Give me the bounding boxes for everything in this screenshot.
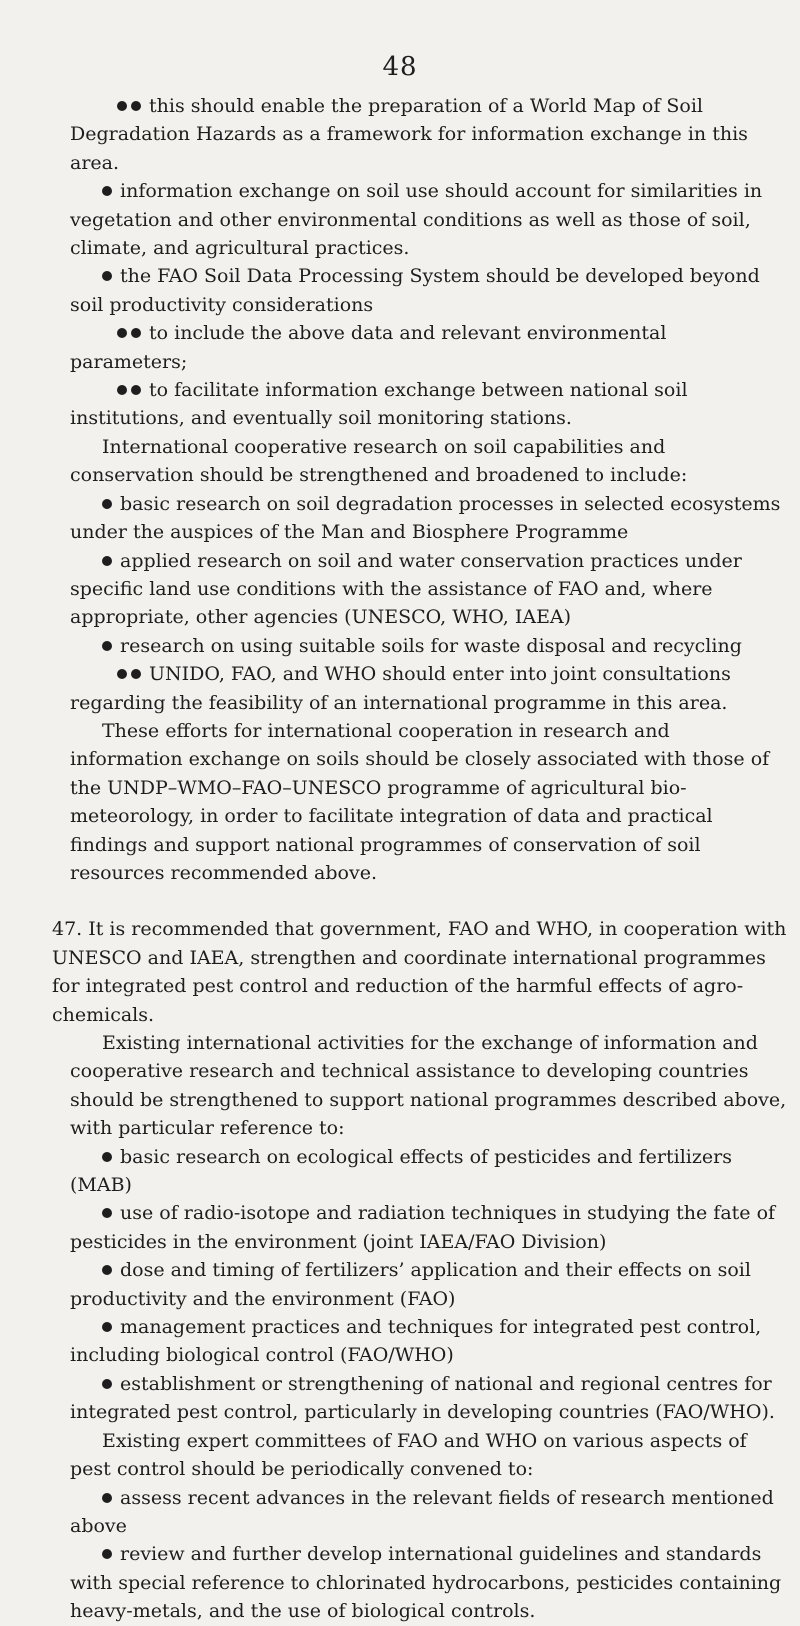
bullet-item	[70, 1199, 788, 1256]
paragraph	[52, 915, 788, 1029]
bullet-item	[70, 92, 788, 177]
bullet-icon	[131, 101, 141, 111]
section-gap	[70, 887, 788, 915]
paragraph	[70, 433, 788, 490]
bullet-item	[70, 1540, 788, 1625]
paragraph-text: information exchange on soil use should account for similarities in vegetation and other environmental conditions as well as those of soil, climate, and agricultural practices.	[70, 180, 763, 260]
bullet-item	[70, 376, 788, 433]
bullet-icon	[102, 271, 112, 281]
bullet-icon	[102, 1549, 112, 1559]
bullet-icon	[102, 1493, 112, 1503]
paragraph-text: UNIDO, FAO, and WHO should enter into joint consultations regarding the feasibility of an international programme in this area.	[70, 663, 731, 714]
paragraph-text: applied research on soil and water conservation practices under specific land use conditions with the assistance of FAO and, where appropriate, other agencies (UNESCO, WHO, IAEA)	[70, 549, 742, 629]
paragraph-text: research on using suitable soils for waste disposal and recycling	[120, 634, 742, 657]
paragraph-text: 47. It is recommended that government, FAO and WHO, in cooperation with UNESCO and IAEA, strengthen and coordinate international programmes for integrated pest control and reduction of the harmful effects of agro-chemicals.	[52, 918, 787, 1026]
paragraph-text: assess recent advances in the relevant fields of research mentioned above	[70, 1486, 774, 1537]
bullet-icon	[102, 186, 112, 196]
bullet-icon	[102, 499, 112, 509]
bullet-icon	[102, 1265, 112, 1275]
paragraph-text: the FAO Soil Data Processing System should be developed beyond soil productivity considerations	[70, 265, 760, 316]
bullet-item	[70, 660, 788, 717]
bullet-icon	[102, 1152, 112, 1162]
bullet-item	[70, 1484, 788, 1541]
bullet-item	[70, 1143, 788, 1200]
bullet-item	[70, 1256, 788, 1313]
page-number: 48	[382, 52, 418, 82]
bullet-icon	[102, 1322, 112, 1332]
paragraph-text: Existing expert committees of FAO and WHO on various aspects of pest control should be periodically convened to:	[70, 1429, 747, 1481]
paragraph-text: to facilitate information exchange between national soil institutions, and eventually soil monitoring stations.	[70, 379, 688, 430]
bullet-icon	[117, 669, 127, 679]
paragraph-text: management practices and techniques for integrated pest control, including biological control (FAO/WHO)	[70, 1316, 762, 1367]
paragraph	[70, 717, 788, 887]
body-text	[52, 92, 788, 1626]
paragraph-text: International cooperative research on soil capabilities and conservation should be strengthened and broadened to include:	[70, 435, 688, 487]
bullet-icon	[117, 101, 127, 111]
paragraph-text: basic research on soil degradation processes in selected ecosystems under the auspices of the Man and Biosphere Programme	[70, 492, 781, 544]
paragraph-text: basic research on ecological effects of pesticides and fertilizers (MAB)	[70, 1145, 732, 1197]
bullet-item	[70, 632, 788, 660]
bullet-icon	[117, 328, 127, 338]
bullet-item	[70, 547, 788, 632]
bullet-icon	[102, 641, 112, 651]
paragraph-text: use of radio-isotope and radiation techniques in studying the fate of pesticides in the environment (joint IAEA/FAO Division)	[70, 1202, 776, 1253]
bullet-item	[70, 319, 788, 376]
bullet-item	[70, 1313, 788, 1370]
paragraph-text: to include the above data and relevant environmental parameters;	[70, 322, 667, 373]
paragraph-text: dose and timing of fertilizers’ application and their effects on soil productivity and the environment (FAO)	[70, 1259, 751, 1310]
paragraph-text: this should enable the preparation of a World Map of Soil Degradation Hazards as a framework for information exchange in this area.	[70, 95, 748, 174]
bullet-icon	[117, 385, 127, 395]
bullet-icon	[131, 669, 141, 679]
paragraph	[70, 1029, 788, 1143]
bullet-item	[70, 490, 788, 547]
paragraph-text: establishment or strengthening of national and regional centres for integrated pest control, particularly in developing countries (FAO/WHO).	[70, 1372, 775, 1424]
bullet-icon	[102, 556, 112, 566]
paragraph	[70, 1427, 788, 1484]
bullet-icon	[131, 328, 141, 338]
bullet-item	[70, 262, 788, 319]
bullet-icon	[102, 1379, 112, 1389]
bullet-item	[70, 1370, 788, 1427]
paragraph-text: Existing international activities for the exchange of information and cooperative research and technical assistance to developing countries should be strengthened to support national programmes described above, with particular reference to:	[70, 1032, 787, 1140]
paragraph-text: review and further develop international guidelines and standards with special reference to chlorinated hydrocarbons, pesticides containing heavy-metals, and the use of biological controls.	[70, 1543, 782, 1623]
bullet-icon	[131, 385, 141, 395]
paragraph-text: These efforts for international cooperation in research and information exchange on soils should be closely associated with those of the UNDP–WMO–FAO–UNESCO programme of agricultural bio-meteorology, in order to facilitate integration of data and practical findings and support national programmes of conservation of soil resources recommended above.	[70, 719, 770, 884]
bullet-icon	[102, 1208, 112, 1218]
bullet-item	[70, 177, 788, 262]
